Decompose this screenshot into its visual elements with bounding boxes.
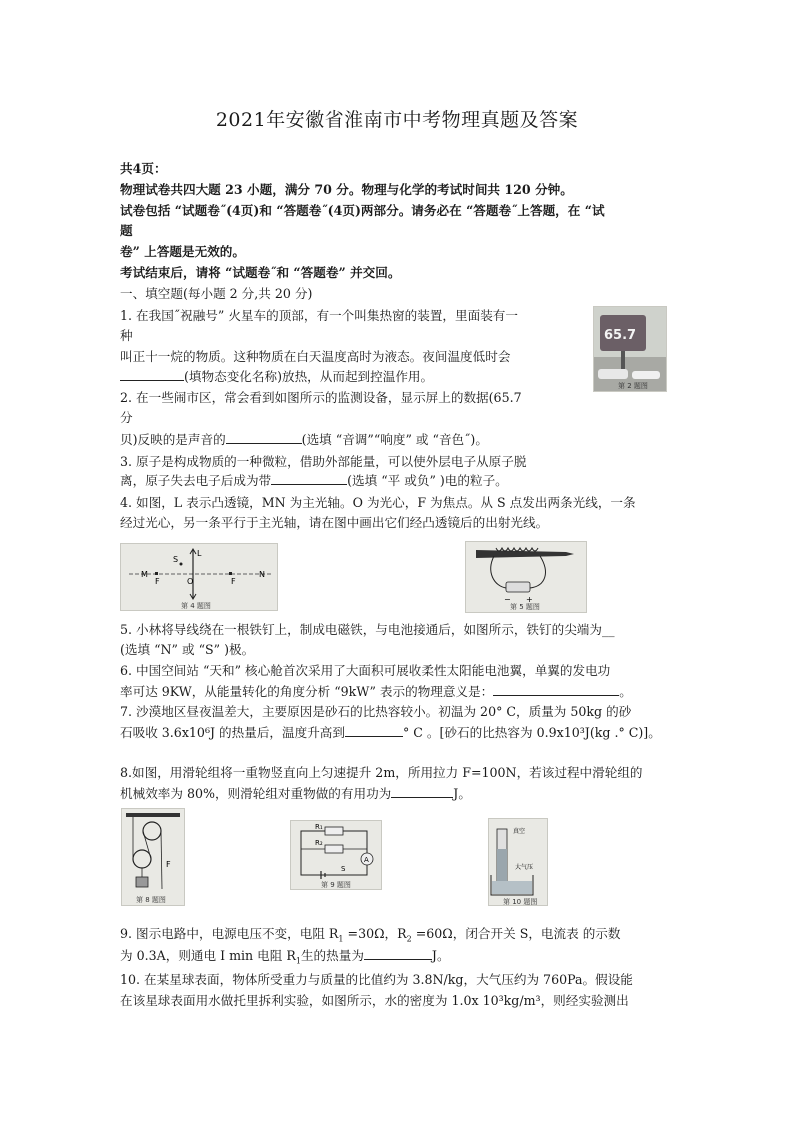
q5-line-a: 5. 小林将导线绕在一根铁钉上，制成电磁铁，与电池接通后，如图所示，铁钉的尖端为__ (120, 622, 615, 637)
q1-line-d: (填物态变化名称)放热，从而起到控温作用。 (120, 368, 433, 386)
q1-line-b: 种 (120, 328, 133, 343)
svg-text:F: F (155, 577, 160, 586)
svg-text:−: − (504, 595, 511, 604)
svg-text:S: S (341, 865, 346, 873)
q4-line-b: 经过光心，另一条平行于主光轴，请在图中画出它们经凸透镜后的出射光线。 (120, 515, 549, 530)
q9-line-b: 为 0.3A，则通电 I min 电阻 $R_1$生的热量为 J。 (120, 948, 450, 966)
answer-blank (391, 785, 453, 798)
q4-line-a: 4. 如图，L 表示凸透镜，MN 为主光轴。O 为光心，F 为焦点。从 S 点发出两条光线，一条 (120, 495, 636, 510)
q1-line-a: 1. 在我国˝祝融号” 火星车的顶部，有一个叫集热窗的装置，里面装有一 (120, 308, 518, 323)
svg-text:真空: 真空 (513, 828, 526, 835)
intro-line-5: 考试结束后，请将 “试题卷˝和 “答题卷” 并交回。 (120, 265, 401, 280)
svg-text:F: F (166, 860, 171, 869)
svg-text:O: O (187, 577, 194, 586)
intro-line-1: 物理试卷共四大题 23 小题，满分 70 分。物理与化学的考试时间共 120 分钟。 (120, 182, 573, 197)
figure-8-caption: 第 8 题图 (136, 896, 166, 904)
answer-blank (493, 683, 619, 696)
figure-4-lens (120, 543, 278, 611)
q2-line-b: 分 (120, 410, 133, 425)
monitor-display: 65.7 (604, 328, 637, 343)
q8-line-b: 机械效率为 80%，则滑轮组对重物做的有用功为 J。 (120, 786, 471, 801)
q3-line-a: 3. 原子是构成物质的一种微粒，借助外部能量，可以使外层电子从原子脱 (120, 454, 527, 469)
q8-line-a: 8.如图，用滑轮组将一重物竖直向上匀速提升 2m，所用拉力 F=100N，若该过程中滑轮组的 (120, 765, 643, 780)
q6-line-b: 率可达 9KW，从能量转化的角度分析 “9kW” 表示的物理意义是： 。 (120, 684, 632, 699)
answer-blank (364, 947, 432, 960)
q2-line-c: 贝)反映的是声音的 (选填 “音调”“响度” 或 “音色˝)。 (120, 432, 488, 447)
q1-line-c: 叫正十一烷的物质。这种物质在白天温度高时为液态。夜间温度低时会 (120, 349, 511, 364)
figure-5-caption: 第 5 题图 (510, 603, 540, 611)
q10-line-b: 在该星球表面用水做托里拆利实验，如图所示，水的密度为 1.0x 10³kg/m³，则经实验测出 (120, 993, 629, 1008)
torricelli-diagram (489, 819, 547, 905)
q7-line-b: 石吸收 3.6x10⁶J 的热量后，温度升高到 ° C 。[砂石的比热容为 0.9x10³J(kg .° C)]。 (120, 725, 661, 740)
svg-text:F: F (231, 577, 236, 586)
svg-text:L: L (197, 549, 202, 558)
q7-line-a: 7. 沙漠地区昼夜温差大，主要原因是砂石的比热容较小。初温为 20° C，质量为 50kg 的砂 (120, 704, 632, 719)
figure-2-monitor (593, 306, 667, 392)
q10-line-a: 10. 在某星球表面，物体所受重力与质量的比值约为 3.8N/kg，大气压约为 760Pa。假设能 (120, 972, 633, 987)
figure-10-caption: 第 10 题图 (503, 898, 538, 906)
section-heading: 一、填空题(每小题 2 分,共 20 分) (120, 286, 313, 301)
svg-text:R₂: R₂ (315, 839, 323, 847)
q3-line-b: 离，原子失去电子后成为带 (选填 “平 或负” )电的粒子。 (120, 473, 508, 488)
figure-9-caption: 第 9 题图 (321, 881, 351, 889)
q6-line-a: 6. 中国空间站 “天和” 核心舱首次采用了大面积可展收柔性太阳能电池翼，单翼的发电功 (120, 663, 611, 678)
monitor-photo (594, 307, 666, 391)
figure-10-torricelli (488, 818, 548, 906)
figure-4-caption: 第 4 题图 (181, 602, 211, 610)
svg-text:A: A (364, 856, 369, 864)
q5-line-b: (选填 “N” 或 “S” )极。 (120, 642, 255, 657)
intro-line-2: 试卷包括 “试题卷˝(4页)和 “答题卷˝(4页)两部分。请务必在 “答题卷˝上答题，在 “试 (120, 203, 605, 218)
svg-text:N: N (259, 570, 265, 579)
intro-line-4: 卷” 上答题是无效的。 (120, 244, 245, 259)
answer-blank (345, 724, 403, 737)
answer-blank (226, 431, 302, 444)
q2-line-a: 2. 在一些闹市区，常会看到如图所示的监测设备，显示屏上的数据(65.7 (120, 390, 522, 405)
figure-8-pulley (121, 808, 185, 906)
svg-text:大气压: 大气压 (515, 864, 534, 871)
q9-line-a: 9. 图示电路中，电源电压不变，电阻 $R_1 =30\Omega$，$R_2 =60\Omega$，闭合开关 S，电流表 的示数 (120, 926, 621, 944)
svg-text:M: M (141, 570, 148, 579)
svg-text:S: S (173, 555, 179, 564)
answer-blank (271, 472, 347, 485)
figure-9-circuit (290, 820, 382, 890)
pulley-diagram (122, 809, 184, 905)
circuit-diagram (291, 821, 381, 889)
intro-line-3: 题 (120, 223, 133, 238)
answer-blank (120, 368, 184, 381)
page-title: 2021年安徽省淮南市中考物理真题及答案 (215, 109, 579, 131)
figure-5-electromagnet (465, 541, 587, 613)
intro-pages: 共4页： (120, 161, 167, 176)
svg-text:R₁: R₁ (315, 823, 323, 831)
figure-2-caption: 第 2 题图 (618, 382, 648, 390)
svg-text:+: + (526, 595, 533, 604)
